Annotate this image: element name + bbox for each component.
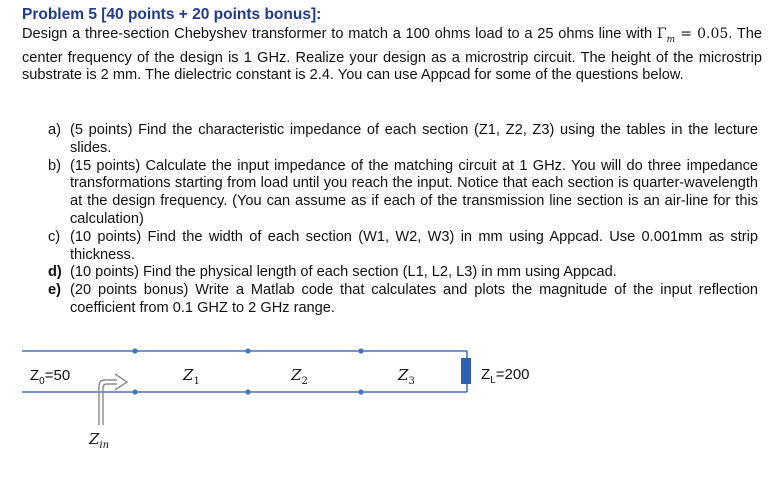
question-b [22, 158, 758, 229]
gamma-symbol: Γ [656, 26, 667, 42]
question-e [22, 282, 758, 318]
junction-dot [245, 348, 250, 353]
z3-label: $Z_3$ [398, 366, 415, 387]
gamma-eq: = 0.05 [675, 26, 729, 42]
question-text: (15 points) Calculate the input impedance of the matching circuit at 1 GHz. You will do three impedance transformations starting from load until you reach the input. Notice that each section is quarter-wavelength at the design frequency. (You can assume as if each of the transmission line section is an air-line for this calculation) [70, 157, 758, 227]
question-c [22, 229, 758, 265]
zl-label: $Z_L=200$ [481, 366, 530, 386]
junction-dot [245, 389, 250, 394]
zin-arrow-icon [99, 374, 127, 425]
z1-label: $Z_1$ [183, 366, 200, 387]
intro-line1: Design a three-section Chebyshev transformer to match a 100 ohms load to a 25 ohms line with [22, 26, 653, 42]
junction-dot [132, 348, 137, 353]
question-list [22, 122, 758, 318]
transformer-diagram [0, 330, 783, 496]
problem-title: Problem 5 [40 points + 20 points bonus]: [22, 6, 322, 23]
question-d [22, 264, 758, 282]
question-label: d) [48, 264, 62, 281]
question-label: e) [48, 282, 61, 299]
question-a [22, 122, 758, 158]
question-label: a) [48, 122, 61, 138]
load-resistor [461, 358, 471, 384]
z0-label: $Z_0=50$ [30, 367, 71, 387]
question-text: (10 points) Find the width of each section (W1, W2, W3) in mm using Appcad. Use 0.001mm as strip thickness. [70, 228, 758, 263]
problem-intro [22, 26, 762, 85]
gamma-sub: m [666, 34, 676, 45]
junction-dot [132, 389, 137, 394]
junction-dot [358, 389, 363, 394]
question-text: (20 points bonus) Write a Matlab code that calculates and plots the magnitude of the input reflection coefficient from 0.1 GHZ to 2 GHz range. [70, 282, 758, 316]
zin-label: $Z_{in}$ [89, 430, 110, 451]
question-label: b) [48, 157, 61, 174]
junction-dot [358, 348, 363, 353]
question-text: (5 points) Find the characteristic impedance of each section (Z1, Z2, Z3) using the tables in the lecture slides. [70, 122, 758, 156]
question-text: (10 points) Find the physical length of each section (L1, L2, L3) in mm using Appcad. [70, 264, 617, 281]
question-label: c) [48, 228, 61, 245]
gamma-spec [656, 26, 729, 45]
z2-label: $Z_2$ [291, 366, 308, 387]
intro-rest: . The center frequency of the design is 1 GHz. Realize your design as a microstrip circuit. The height of the microstrip substrate is 2 mm. The dielectric constant is 2.4. You can use Appcad for some of the questions below. [22, 26, 763, 84]
